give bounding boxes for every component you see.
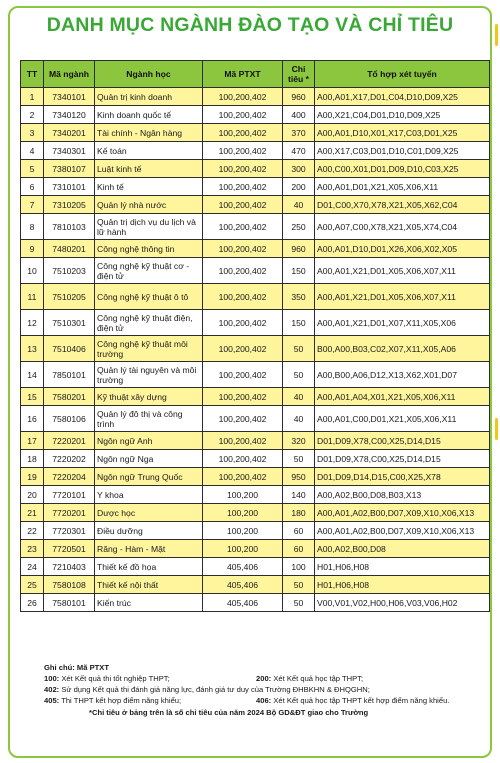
cell-to-hop: H01,H06,H08 (315, 558, 490, 576)
table-row (21, 504, 490, 522)
cell-chi-tieu: 40 (283, 196, 315, 214)
table-body (21, 88, 490, 612)
cell-to-hop: D01,D09,D14,D15,C00,X25,X78 (315, 468, 490, 486)
cell-tt: 6 (21, 178, 44, 196)
cell-ma-ptxt: 100,200,402 (203, 106, 283, 124)
cell-tt: 23 (21, 540, 44, 558)
cell-ma-nganh: 7340301 (44, 142, 95, 160)
cell-nganh-hoc: Kiến trúc (95, 594, 203, 612)
table-row (21, 214, 490, 240)
cell-to-hop: A00,X21,C04,D01,D10,D09,X25 (315, 106, 490, 124)
cell-ma-nganh: 7220202 (44, 450, 95, 468)
cell-ma-nganh: 7810103 (44, 214, 95, 240)
cell-tt: 4 (21, 142, 44, 160)
cell-tt: 19 (21, 468, 44, 486)
footnote: *Chỉ tiêu ở bảng trên là số chỉ tiêu của năm 2024 Bộ GD&ĐT giao cho Trường (89, 708, 369, 717)
header-chi-tieu: Chỉ tiêu * (283, 61, 315, 88)
cell-chi-tieu: 350 (283, 284, 315, 310)
cell-ma-ptxt: 100,200,402 (203, 362, 283, 388)
cell-tt: 15 (21, 388, 44, 406)
cell-ma-ptxt: 100,200 (203, 504, 283, 522)
cell-chi-tieu: 950 (283, 468, 315, 486)
cell-chi-tieu: 60 (283, 522, 315, 540)
cell-chi-tieu: 140 (283, 486, 315, 504)
cell-nganh-hoc: Kỹ thuật xây dựng (95, 388, 203, 406)
cell-ma-nganh: 7340101 (44, 88, 95, 106)
cell-chi-tieu: 470 (283, 142, 315, 160)
cell-nganh-hoc: Thiết kế đồ họa (95, 558, 203, 576)
cell-tt: 11 (21, 284, 44, 310)
table-row (21, 178, 490, 196)
cell-ma-nganh: 7580108 (44, 576, 95, 594)
cell-ma-nganh: 7310101 (44, 178, 95, 196)
cell-to-hop: A00,A01,D10,D01,X26,X06,X02,X05 (315, 240, 490, 258)
cell-ma-ptxt: 100,200,402 (203, 214, 283, 240)
cell-chi-tieu: 50 (283, 336, 315, 362)
cell-nganh-hoc: Tài chính - Ngân hàng (95, 124, 203, 142)
cell-nganh-hoc: Ngôn ngữ Trung Quốc (95, 468, 203, 486)
header-tt: TT (21, 61, 44, 88)
cell-ma-nganh: 7510203 (44, 258, 95, 284)
cell-to-hop: D01,D09,X78,C00,X25,D14,D15 (315, 450, 490, 468)
notes-section (44, 662, 484, 718)
note-405: 405: Thi THPT kết hợp điểm năng khiếu; (44, 696, 182, 705)
cell-to-hop: H01,H06,H08 (315, 576, 490, 594)
table-row (21, 576, 490, 594)
cell-to-hop: A00,A01,A02,B00,D07,X09,X10,X06,X13 (315, 522, 490, 540)
cell-chi-tieu: 100 (283, 558, 315, 576)
cell-nganh-hoc: Công nghệ kỹ thuật môi trường (95, 336, 203, 362)
cell-nganh-hoc: Thiết kế nội thất (95, 576, 203, 594)
cell-nganh-hoc: Luật kinh tế (95, 160, 203, 178)
table-row (21, 160, 490, 178)
cell-nganh-hoc: Dược học (95, 504, 203, 522)
page-title: DANH MỤC NGÀNH ĐÀO TẠO VÀ CHỈ TIÊU (46, 14, 454, 36)
cell-ma-nganh: 7510301 (44, 310, 95, 336)
table-row (21, 388, 490, 406)
table-row (21, 196, 490, 214)
cell-tt: 3 (21, 124, 44, 142)
cell-to-hop: A00,A01,A04,X01,X21,X05,X06,X11 (315, 388, 490, 406)
cell-nganh-hoc: Quản trị dịch vụ du lịch và lữ hành (95, 214, 203, 240)
cell-nganh-hoc: Quản lý nhà nước (95, 196, 203, 214)
cell-to-hop: D01,C00,X70,X78,X21,X05,X62,C04 (315, 196, 490, 214)
table-row (21, 106, 490, 124)
cell-chi-tieu: 400 (283, 106, 315, 124)
cell-ma-nganh: 7220204 (44, 468, 95, 486)
cell-ma-ptxt: 100,200,402 (203, 196, 283, 214)
cell-chi-tieu: 50 (283, 576, 315, 594)
table-row (21, 558, 490, 576)
table-header-row (21, 61, 490, 88)
cell-nganh-hoc: Kinh doanh quốc tế (95, 106, 203, 124)
cell-chi-tieu: 40 (283, 388, 315, 406)
cell-tt: 10 (21, 258, 44, 284)
cell-nganh-hoc: Kế toán (95, 142, 203, 160)
cell-ma-ptxt: 100,200,402 (203, 284, 283, 310)
cell-ma-nganh: 7340201 (44, 124, 95, 142)
cell-tt: 17 (21, 432, 44, 450)
cell-ma-ptxt: 100,200,402 (203, 124, 283, 142)
cell-ma-nganh: 7850101 (44, 362, 95, 388)
note-100: 100: Xét Kết quả thi tốt nghiệp THPT; (44, 674, 170, 683)
cell-ma-ptxt: 100,200,402 (203, 310, 283, 336)
cell-nganh-hoc: Công nghệ thông tin (95, 240, 203, 258)
header-ma-nganh: Mã ngành (44, 61, 95, 88)
cell-ma-ptxt: 100,200,402 (203, 388, 283, 406)
cell-ma-ptxt: 100,200,402 (203, 468, 283, 486)
cell-nganh-hoc: Ngôn ngữ Nga (95, 450, 203, 468)
cell-ma-ptxt: 100,200,402 (203, 432, 283, 450)
cell-tt: 25 (21, 576, 44, 594)
cell-ma-ptxt: 100,200,402 (203, 450, 283, 468)
cell-ma-nganh: 7720501 (44, 540, 95, 558)
table-row (21, 450, 490, 468)
cell-tt: 7 (21, 196, 44, 214)
table-row (21, 284, 490, 310)
cell-chi-tieu: 960 (283, 88, 315, 106)
cell-to-hop: A00,A01,X21,D01,X07,X11,X05,X06 (315, 310, 490, 336)
cell-tt: 26 (21, 594, 44, 612)
header-to-hop: Tổ hợp xét tuyển (315, 61, 490, 88)
cell-tt: 9 (21, 240, 44, 258)
cell-ma-ptxt: 100,200 (203, 486, 283, 504)
cell-to-hop: A00,A07,C00,X78,X21,X05,X74,C04 (315, 214, 490, 240)
table-row (21, 240, 490, 258)
notes-heading: Ghi chú: Mã PTXT (44, 663, 109, 672)
cell-ma-ptxt: 100,200,402 (203, 160, 283, 178)
cell-chi-tieu: 50 (283, 450, 315, 468)
cell-chi-tieu: 40 (283, 406, 315, 432)
cell-ma-nganh: 7340120 (44, 106, 95, 124)
cell-to-hop: A00,A02,B00,D08,B03,X13 (315, 486, 490, 504)
cell-tt: 20 (21, 486, 44, 504)
cell-chi-tieu: 150 (283, 310, 315, 336)
table-row (21, 258, 490, 284)
cell-tt: 14 (21, 362, 44, 388)
cell-chi-tieu: 250 (283, 214, 315, 240)
cell-ma-nganh: 7380107 (44, 160, 95, 178)
cell-ma-ptxt: 100,200,402 (203, 406, 283, 432)
cell-ma-nganh: 7310205 (44, 196, 95, 214)
cell-nganh-hoc: Công nghệ kỹ thuật cơ - điện tử (95, 258, 203, 284)
table-row (21, 88, 490, 106)
cell-ma-nganh: 7720201 (44, 504, 95, 522)
cell-ma-nganh: 7580106 (44, 406, 95, 432)
cell-to-hop: A00,B00,A06,D12,X13,X62,X01,D07 (315, 362, 490, 388)
cell-chi-tieu: 150 (283, 258, 315, 284)
cell-nganh-hoc: Y khoa (95, 486, 203, 504)
cell-ma-ptxt: 405,406 (203, 558, 283, 576)
cell-chi-tieu: 50 (283, 594, 315, 612)
cell-to-hop: A00,A01,X21,D01,X05,X06,X07,X11 (315, 258, 490, 284)
cell-tt: 12 (21, 310, 44, 336)
cell-nganh-hoc: Công nghệ kỹ thuật điện, điện tử (95, 310, 203, 336)
table-row (21, 432, 490, 450)
table-row (21, 468, 490, 486)
table-row (21, 486, 490, 504)
cell-tt: 1 (21, 88, 44, 106)
cell-tt: 18 (21, 450, 44, 468)
cell-tt: 13 (21, 336, 44, 362)
cell-chi-tieu: 200 (283, 178, 315, 196)
cell-chi-tieu: 320 (283, 432, 315, 450)
cell-ma-ptxt: 100,200,402 (203, 258, 283, 284)
cell-ma-nganh: 7480201 (44, 240, 95, 258)
table-row (21, 406, 490, 432)
table-row (21, 336, 490, 362)
note-402: 402: Sử dụng Kết quả thi đánh giá năng lực, đánh giá tư duy của Trường ĐHBKHN & ĐHQGHN; (44, 685, 370, 694)
cell-ma-nganh: 7220201 (44, 432, 95, 450)
cell-ma-nganh: 7210403 (44, 558, 95, 576)
cell-to-hop: A00,A01,X21,D01,X05,X06,X07,X11 (315, 284, 490, 310)
note-406: 406: Xét Kết quả học tập THPT kết hợp điểm năng khiếu. (256, 696, 450, 705)
cell-nganh-hoc: Răng - Hàm - Mặt (95, 540, 203, 558)
cell-tt: 24 (21, 558, 44, 576)
cell-to-hop: A00,A01,A02,B00,D07,X09,X10,X06,X13 (315, 504, 490, 522)
cell-nganh-hoc: Quản trị kinh doanh (95, 88, 203, 106)
cell-ma-ptxt: 100,200,402 (203, 142, 283, 160)
table-row (21, 142, 490, 160)
note-200: 200: Xét Kết quả học tập THPT; (256, 674, 364, 683)
cell-chi-tieu: 300 (283, 160, 315, 178)
cell-ma-ptxt: 100,200,402 (203, 336, 283, 362)
cell-ma-ptxt: 100,200,402 (203, 240, 283, 258)
header-nganh-hoc: Ngành học (95, 61, 203, 88)
cell-to-hop: A00,A01,C00,D01,X21,X05,X06,X11 (315, 406, 490, 432)
table-row (21, 522, 490, 540)
cell-tt: 21 (21, 504, 44, 522)
cell-tt: 22 (21, 522, 44, 540)
programs-table (20, 60, 490, 612)
cell-ma-nganh: 7580101 (44, 594, 95, 612)
cell-to-hop: A00,A01,D10,X01,X17,C03,D01,X25 (315, 124, 490, 142)
cell-ma-ptxt: 100,200 (203, 522, 283, 540)
cell-tt: 5 (21, 160, 44, 178)
cell-ma-ptxt: 405,406 (203, 576, 283, 594)
cell-to-hop: A00,A02,B00,D08 (315, 540, 490, 558)
cell-to-hop: V00,V01,V02,H00,H06,V03,V06,H02 (315, 594, 490, 612)
cell-ma-nganh: 7510406 (44, 336, 95, 362)
table-row (21, 540, 490, 558)
cell-ma-ptxt: 100,200,402 (203, 178, 283, 196)
cell-ma-nganh: 7720101 (44, 486, 95, 504)
table-row (21, 362, 490, 388)
cell-ma-ptxt: 405,406 (203, 594, 283, 612)
table-row (21, 310, 490, 336)
cell-nganh-hoc: Điều dưỡng (95, 522, 203, 540)
table-row (21, 594, 490, 612)
cell-nganh-hoc: Ngôn ngữ Anh (95, 432, 203, 450)
cell-ma-nganh: 7580201 (44, 388, 95, 406)
cell-chi-tieu: 180 (283, 504, 315, 522)
side-tab-marker (495, 418, 498, 440)
cell-to-hop: A00,A01,D01,X21,X05,X06,X11 (315, 178, 490, 196)
cell-to-hop: A00,C00,X01,D01,D09,D10,C03,X25 (315, 160, 490, 178)
cell-chi-tieu: 960 (283, 240, 315, 258)
cell-ma-nganh: 7720301 (44, 522, 95, 540)
table-row (21, 124, 490, 142)
cell-nganh-hoc: Quản lý đô thị và công trình (95, 406, 203, 432)
cell-nganh-hoc: Kinh tế (95, 178, 203, 196)
cell-tt: 8 (21, 214, 44, 240)
cell-ma-ptxt: 100,200,402 (203, 88, 283, 106)
header-ma-ptxt: Mã PTXT (203, 61, 283, 88)
cell-chi-tieu: 50 (283, 362, 315, 388)
cell-nganh-hoc: Công nghệ kỹ thuật ô tô (95, 284, 203, 310)
cell-ma-ptxt: 100,200 (203, 540, 283, 558)
cell-to-hop: D01,D09,X78,C00,X25,D14,D15 (315, 432, 490, 450)
cell-tt: 16 (21, 406, 44, 432)
cell-tt: 2 (21, 106, 44, 124)
cell-to-hop: B00,A00,B03,C02,X07,X11,X05,A06 (315, 336, 490, 362)
cell-chi-tieu: 60 (283, 540, 315, 558)
cell-to-hop: A00,A01,X17,D01,C04,D10,D09,X25 (315, 88, 490, 106)
cell-nganh-hoc: Quản lý tài nguyên và môi trường (95, 362, 203, 388)
cell-chi-tieu: 370 (283, 124, 315, 142)
cell-ma-nganh: 7510205 (44, 284, 95, 310)
cell-to-hop: A00,X17,C03,D01,D10,C01,D09,X25 (315, 142, 490, 160)
